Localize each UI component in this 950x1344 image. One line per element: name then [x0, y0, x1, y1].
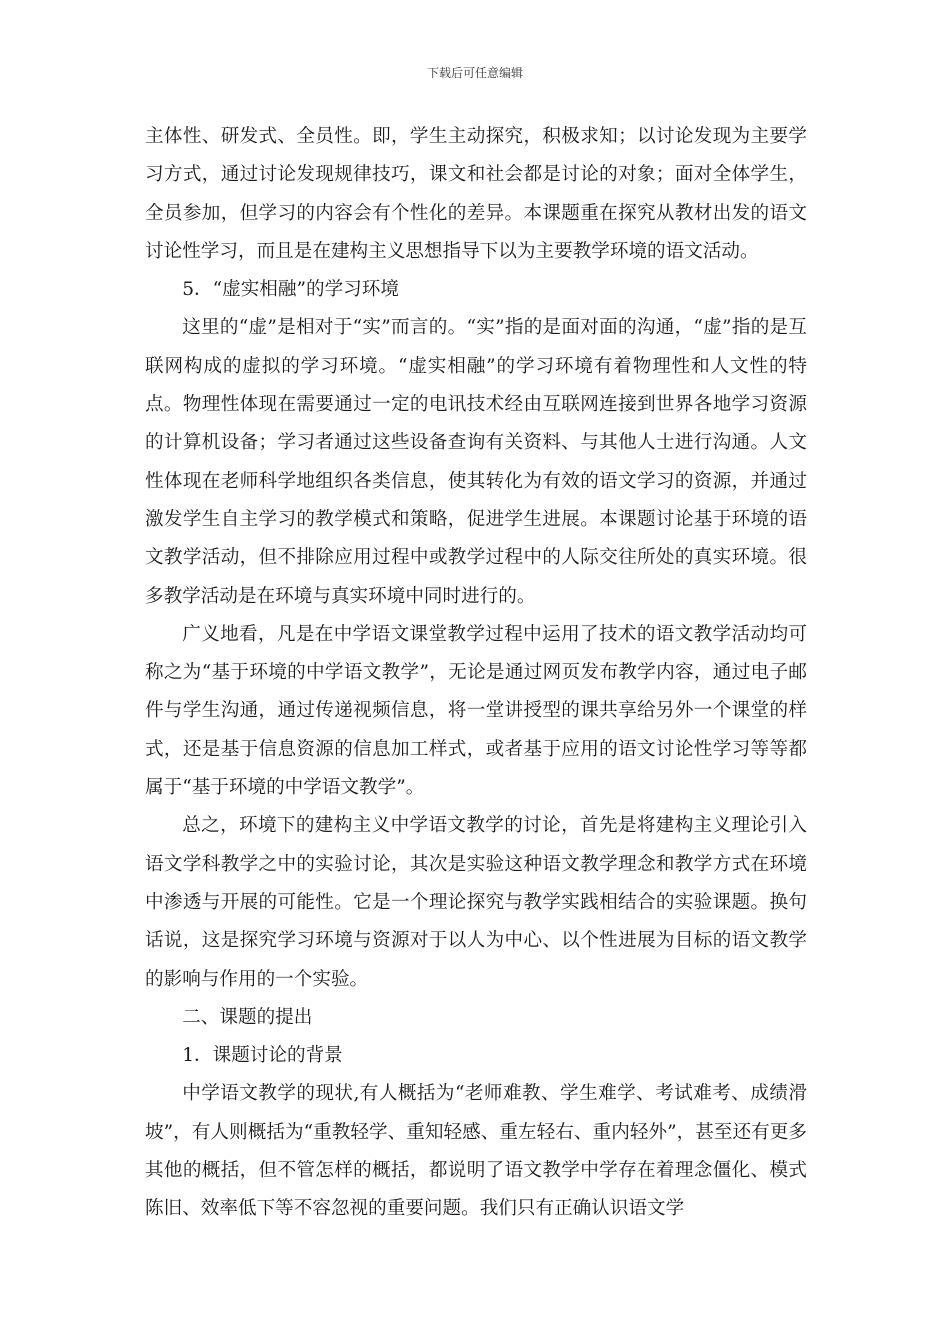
- document-body: [145, 118, 807, 1229]
- paragraph-2: 这里的“虚”是相对于“实”而言的。“实”指的是面对面的沟通，“虚”指的是互联网构成的虚拟的学习环境。“虚实相融”的学习环境有着物理性和人文性的特点。物理性体现在需要通过一定的电讯技术经由互联网连接到世界各地学习资源的计算机设备；学习者通过这些设备查询有关资料、与其他人士进行沟通。人文性体现在老师科学地组织各类信息，使其转化为有效的语文学习的资源，并通过激发学生自主学习的教学模式和策略，促进学生进展。本课题讨论基于环境的语文教学活动，但不排除应用过程中或教学过程中的人际交往所处的真实环境。很多教学活动是在环境与真实环境中同时进行的。: [145, 317, 807, 607]
- page-header: 下载后可任意编辑: [426, 66, 523, 80]
- paragraph-5: 中学语文教学的现状,有人概括为“老师难教、学生难学、考试难考、成绩滑坡”，有人则概括为“重教轻学、重知轻感、重左轻右、重内轻外”，甚至还有更多其他的概括，但不管怎样的概括，都说明了语文教学中学存在着理念僵化、模式陈旧、效率低下等不容忽视的重要问题。我们只有正确认识语文学: [145, 1083, 807, 1220]
- subsection-heading-1: 1．课题讨论的背景: [182, 1045, 343, 1067]
- paragraph-1: 主体性、研发式、全员性。即，学生主动探究，积极求知；以讨论发现为主要学习方式，通过讨论发现规律技巧，课文和社会都是讨论的对象；面对全体学生，全员参加，但学习的内容会有个性化的差异。本课题重在探究从教材出发的语文讨论性学习，而且是在建构主义思想指导下以为主要教学环境的语文活动。: [145, 126, 807, 262]
- paragraph-4: 总之，环境下的建构主义中学语文教学的讨论，首先是将建构主义理论引入语文学科教学之中的实验讨论，其次是实验这种语文教学理念和教学方式在环境中渗透与开展的可能性。它是一个理论探究与教学实践相结合的实验课题。换句话说，这是探究学习环境与资源对于以人为中心、以个性进展为目标的语文教学的影响与作用的一个实验。: [145, 815, 807, 990]
- section-heading-2: 二、课题的提出: [182, 1006, 313, 1028]
- section-heading-5: 5．“虚实相融”的学习环境: [182, 279, 399, 301]
- paragraph-3: 广义地看，凡是在中学语文课堂教学过程中运用了技术的语文教学活动均可称之为“基于环境的中学语文教学”，无论是通过网页发布教学内容，通过电子邮件与学生沟通，通过传递视频信息，将一堂讲授型的课共享给另外一个课堂的样式，还是基于信息资源的信息加工样式，或者基于应用的语文讨论性学习等等都属于“基于环境的中学语文教学”。: [145, 623, 807, 799]
